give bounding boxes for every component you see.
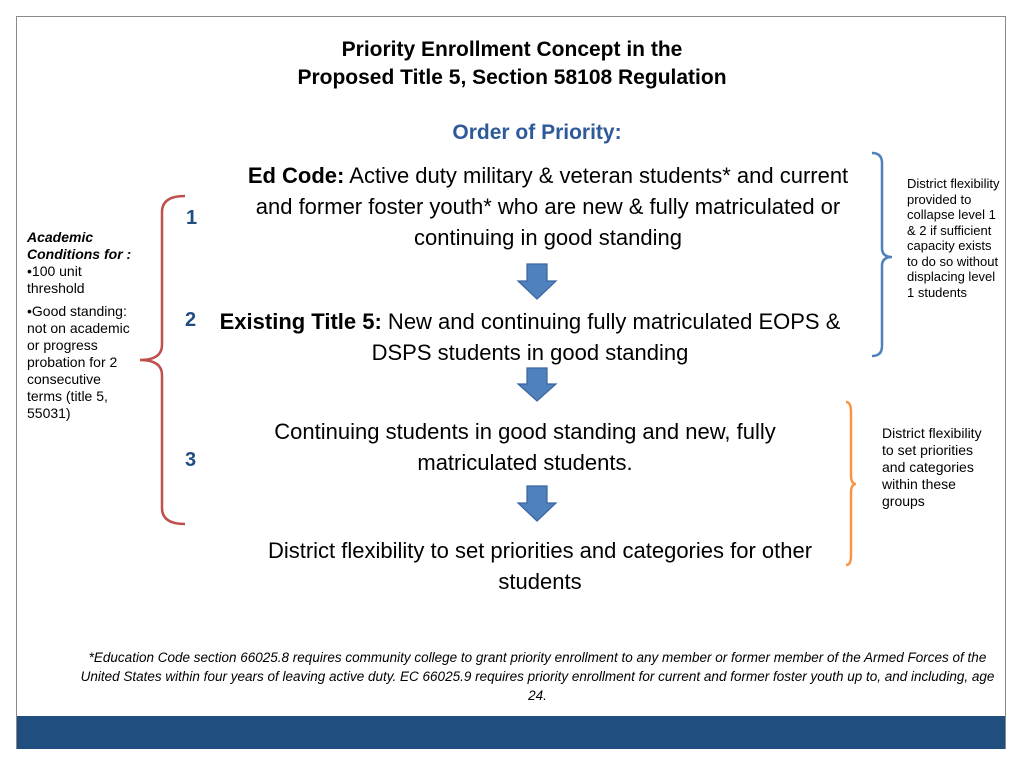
right-brace-icon-2 [846, 402, 856, 565]
down-arrow-icon [518, 264, 556, 299]
level-1-number: 1 [186, 207, 198, 229]
title-line-2: Proposed Title 5, Section 58108 Regulation [297, 66, 727, 89]
level-3-number: 3 [185, 449, 197, 471]
district-flexibility-groups-note: District flexibility to set priorities and categories within these groups [882, 425, 982, 509]
academic-conditions-header: Academic Conditions for : [27, 229, 132, 262]
district-flexibility-collapse-note: District flexibility provided to collapse level 1 & 2 if sufficient capacity exists to do so without displacing level 1 students [907, 176, 1000, 300]
right-brace-icon-1 [872, 153, 892, 356]
level-1-bold: Ed Code: [247, 163, 345, 188]
left-brace-icon [140, 196, 185, 524]
level-2-number: 2 [185, 309, 197, 331]
down-arrow-icon [518, 486, 556, 521]
level-2-bold: Existing Title 5: [219, 309, 382, 334]
academic-conditions-item-2: •Good standing: not on academic or progress probation for 2 consecutive terms (title 5, 55031) [27, 303, 130, 421]
footer-bar [17, 716, 1005, 749]
order-of-priority-heading: Order of Priority: [452, 121, 622, 144]
academic-conditions-item-1: •100 unit threshold [27, 263, 85, 296]
footnote: *Education Code section 66025.8 requires community college to grant priority enrollment to any member or former member of the Armed Forces of the United States within four years of leaving active duty. EC 66025.9 requires priority enrollment for current and former foster youth up to, and including, age 24. [80, 650, 995, 703]
level-1-body: Active duty military & veteran students* and current and former foster youth* who are new & fully matriculated or continuing in good standing [255, 163, 849, 250]
other-students-body: District flexibility to set priorities and categories for other students [267, 538, 813, 594]
down-arrow-icon [518, 368, 556, 401]
level-2-body: New and continuing fully matriculated EOPS & DSPS students in good standing [371, 309, 841, 365]
title-line-1: Priority Enrollment Concept in the [341, 38, 683, 61]
level-3-body: Continuing students in good standing and new, fully matriculated students. [274, 419, 776, 475]
